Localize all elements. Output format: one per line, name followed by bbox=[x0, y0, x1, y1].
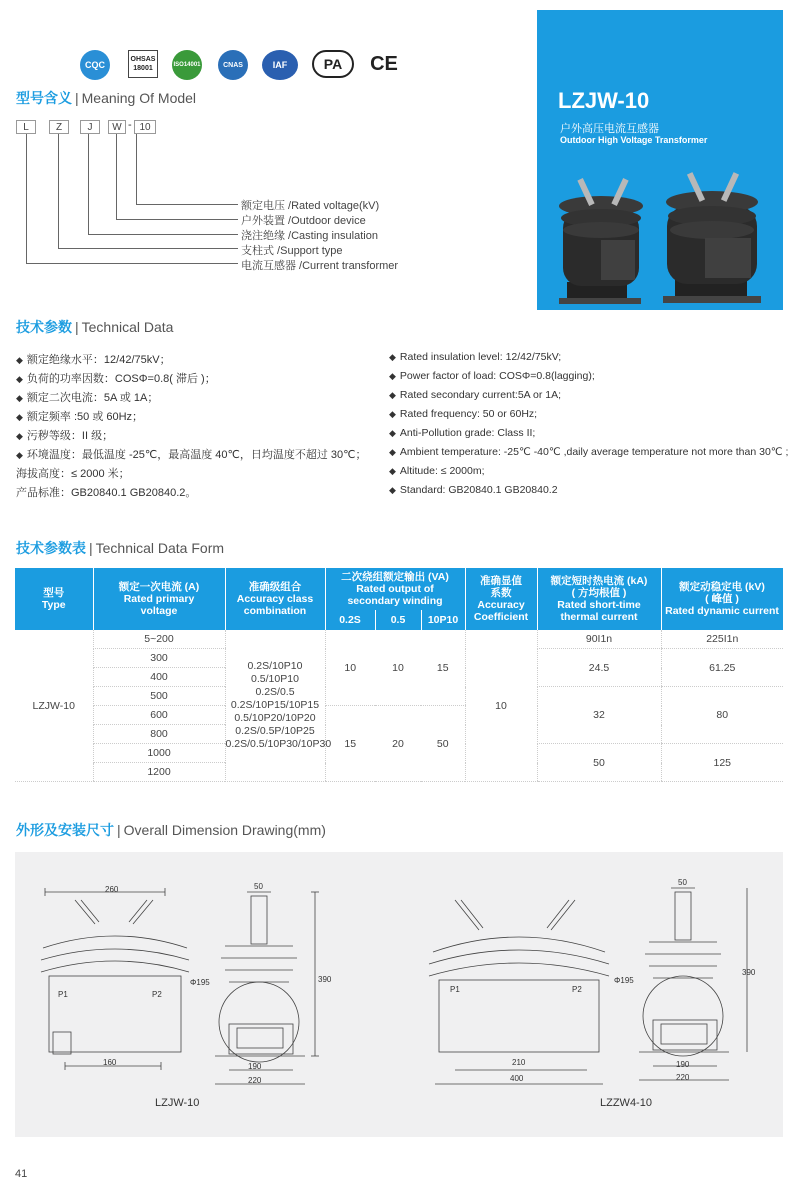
model-box-j: J bbox=[80, 120, 100, 134]
dim-phi195: Φ195 bbox=[614, 976, 634, 985]
leader-line bbox=[136, 204, 238, 205]
cell-primary: 300 bbox=[93, 649, 225, 668]
product-photo bbox=[545, 170, 775, 315]
dim-50: 50 bbox=[678, 878, 687, 887]
tech-en-item: ◆ Rated frequency: 50 or 60Hz; bbox=[389, 408, 538, 420]
header-secondary: 二次绕组额定输出 (VA) Rated output of secondary winding bbox=[325, 568, 465, 610]
cell-thermal: 50 bbox=[537, 744, 661, 782]
drawing-caption-right: LZZW4-10 bbox=[600, 1097, 652, 1109]
iaf-logo: IAF bbox=[262, 50, 298, 80]
tech-cn-item: ◆ 额定频率 :50 或 60Hz； bbox=[16, 411, 144, 423]
tech-en-item: ◆ Rated insulation level: 12/42/75kV; bbox=[389, 351, 562, 363]
leader-line bbox=[136, 134, 137, 204]
dim-50: 50 bbox=[254, 882, 263, 891]
cell-primary: 5~200 bbox=[93, 630, 225, 649]
header-accuracy: 准确级组合 Accuracy class combination bbox=[225, 568, 325, 630]
spec-table bbox=[15, 568, 784, 782]
tech-cn-item: 海拔高度：≤ 2000 米； bbox=[16, 468, 130, 480]
cell-type: LZJW-10 bbox=[15, 630, 93, 782]
model-dash: - bbox=[128, 119, 132, 131]
header-thermal: 额定短时热电流 (kA) ( 方均根值 ) Rated short-time thermal current bbox=[537, 568, 661, 630]
dim-phi195: Φ195 bbox=[190, 978, 210, 987]
tech-cn-item: ◆ 污秽等级：II 级； bbox=[16, 430, 114, 442]
cell-out-02s: 10 bbox=[325, 630, 375, 706]
cell-primary: 500 bbox=[93, 687, 225, 706]
cell-dynamic: 80 bbox=[661, 687, 783, 744]
iso14001-logo: ISO14001 bbox=[172, 50, 202, 80]
label-p2: P2 bbox=[152, 990, 162, 999]
transformer-left-image bbox=[559, 178, 643, 304]
cell-out-02s: 15 bbox=[325, 706, 375, 782]
cell-primary: 400 bbox=[93, 668, 225, 687]
header-sec-02s: 0.2S bbox=[325, 610, 375, 630]
cell-primary: 1000 bbox=[93, 744, 225, 763]
leader-line bbox=[26, 134, 27, 263]
cell-primary: 1200 bbox=[93, 763, 225, 782]
leader-line bbox=[58, 248, 238, 249]
product-subtitle-cn: 户外高压电流互感器 bbox=[560, 123, 659, 135]
cell-primary: 800 bbox=[93, 725, 225, 744]
cell-dynamic: 125 bbox=[661, 744, 783, 782]
product-title: LZJW-10 bbox=[558, 88, 650, 113]
tech-en-item: ◆ Standard: GB20840.1 GB20840.2 bbox=[389, 484, 558, 496]
cell-accuracy: 0.2S/10P10 0.5/10P10 0.2S/0.5 0.2S/10P15/10P15 0.5/10P20/10P20 0.2S/0.5P/10P25 0.2S/0.5/10P30/10P30 bbox=[225, 630, 325, 782]
model-label-outdoor: 户外装置 /Outdoor device bbox=[241, 215, 366, 227]
model-box-z: Z bbox=[49, 120, 69, 134]
cell-out-10p10: 15 bbox=[421, 630, 465, 706]
cell-thermal: 32 bbox=[537, 687, 661, 744]
model-label-support: 支柱式 /Support type bbox=[241, 245, 343, 257]
header-dynamic: 额定动稳定电 (kV) ( 峰值 ) Rated dynamic current bbox=[661, 568, 783, 630]
model-box-w: W bbox=[108, 120, 126, 134]
leader-line bbox=[116, 219, 238, 220]
tech-cn-item: ◆ 环境温度：最低温度 -25℃，最高温度 40℃，日均温度不超过 30℃； bbox=[16, 449, 367, 461]
model-label-voltage: 额定电压 /Rated voltage(kV) bbox=[241, 200, 380, 212]
meaning-title: 型号含义 | Meaning Of Model bbox=[16, 90, 197, 106]
dim-220: 220 bbox=[248, 1076, 262, 1085]
model-box-10: 10 bbox=[134, 120, 156, 134]
leader-line bbox=[88, 134, 89, 234]
tech-en-item: ◆ Altitude: ≤ 2000m; bbox=[389, 465, 485, 477]
label-p1: P1 bbox=[58, 990, 68, 999]
cqc-logo: CQC bbox=[80, 50, 110, 80]
lzjw-front-view bbox=[41, 888, 189, 1070]
dim-260: 260 bbox=[105, 885, 119, 894]
header-type: 型号 Type bbox=[15, 568, 93, 630]
dim-400: 400 bbox=[510, 1074, 524, 1083]
cell-coefficient: 10 bbox=[465, 630, 537, 782]
dim-160: 160 bbox=[103, 1058, 117, 1067]
dim-190: 190 bbox=[248, 1062, 262, 1071]
cell-dynamic: 61.25 bbox=[661, 649, 783, 687]
leader-line bbox=[26, 263, 238, 264]
cell-primary: 600 bbox=[93, 706, 225, 725]
dimension-drawing bbox=[15, 852, 783, 1137]
leader-line bbox=[88, 234, 238, 235]
lzjw-side-view bbox=[215, 892, 319, 1084]
table-row bbox=[15, 630, 783, 649]
pa-logo: PA bbox=[312, 50, 354, 78]
tech-en-item: ◆ Ambient temperature: -25℃ -40℃ ,daily average temperature not more than 30℃ ; bbox=[389, 446, 789, 458]
dim-190: 190 bbox=[676, 1060, 690, 1069]
ce-logo: CE bbox=[370, 52, 398, 75]
tech-cn-item: ◆ 负荷的功率因数：COSΦ=0.8( 滞后 )； bbox=[16, 373, 216, 385]
dim-210: 210 bbox=[512, 1058, 526, 1067]
transformer-right-image bbox=[663, 172, 761, 303]
header-coefficient: 准确显值 系数 Accuracy Coefficient bbox=[465, 568, 537, 630]
drawing-title: 外形及安装尺寸 | Overall Dimension Drawing(mm) bbox=[16, 822, 326, 838]
dim-390: 390 bbox=[742, 968, 756, 977]
tech-title: 技术参数 | Technical Data bbox=[16, 319, 174, 335]
ohsas-logo: OHSAS 18001 bbox=[128, 50, 158, 78]
cell-out-05: 10 bbox=[375, 630, 421, 706]
label-p1: P1 bbox=[450, 985, 460, 994]
model-box-l: L bbox=[16, 120, 36, 134]
page-number: 41 bbox=[15, 1168, 28, 1180]
tech-cn-item: 产品标准：GB20840.1 GB20840.2。 bbox=[16, 487, 197, 499]
label-p2: P2 bbox=[572, 985, 582, 994]
leader-line bbox=[116, 134, 117, 219]
cell-out-10p10: 50 bbox=[421, 706, 465, 782]
header-sec-05: 0.5 bbox=[375, 610, 421, 630]
lzzw4-side-view bbox=[639, 888, 747, 1080]
model-label-casting: 浇注绝缘 /Casting insulation bbox=[241, 230, 378, 242]
cell-out-05: 20 bbox=[375, 706, 421, 782]
tech-cn-item: ◆ 额定二次电流：5A 或 1A； bbox=[16, 392, 159, 404]
tech-en-item: ◆ Rated secondary current:5A or 1A; bbox=[389, 389, 562, 401]
model-label-current: 电流互感器 /Current transformer bbox=[241, 260, 399, 272]
cell-thermal: 24.5 bbox=[537, 649, 661, 687]
cell-thermal: 90I1n bbox=[537, 630, 661, 649]
cnas-logo: CNAS bbox=[218, 50, 248, 80]
tech-cn-item: ◆ 额定绝缘水平：12/42/75kV； bbox=[16, 354, 171, 366]
header-sec-10p10: 10P10 bbox=[421, 610, 465, 630]
drawing-caption-left: LZJW-10 bbox=[155, 1097, 200, 1109]
tech-en-item: ◆ Anti-Pollution grade: Class II; bbox=[389, 427, 536, 439]
form-title: 技术参数表 | Technical Data Form bbox=[16, 540, 225, 556]
tech-en-item: ◆ Power factor of load: COSΦ=0.8(lagging); bbox=[389, 370, 595, 382]
leader-line bbox=[58, 134, 59, 248]
product-subtitle-en: Outdoor High Voltage Transformer bbox=[560, 135, 708, 145]
dim-390: 390 bbox=[318, 975, 332, 984]
cell-dynamic: 225I1n bbox=[661, 630, 783, 649]
dim-220: 220 bbox=[676, 1073, 690, 1082]
header-primary: 额定一次电流 (A) Rated primary voltage bbox=[93, 568, 225, 630]
